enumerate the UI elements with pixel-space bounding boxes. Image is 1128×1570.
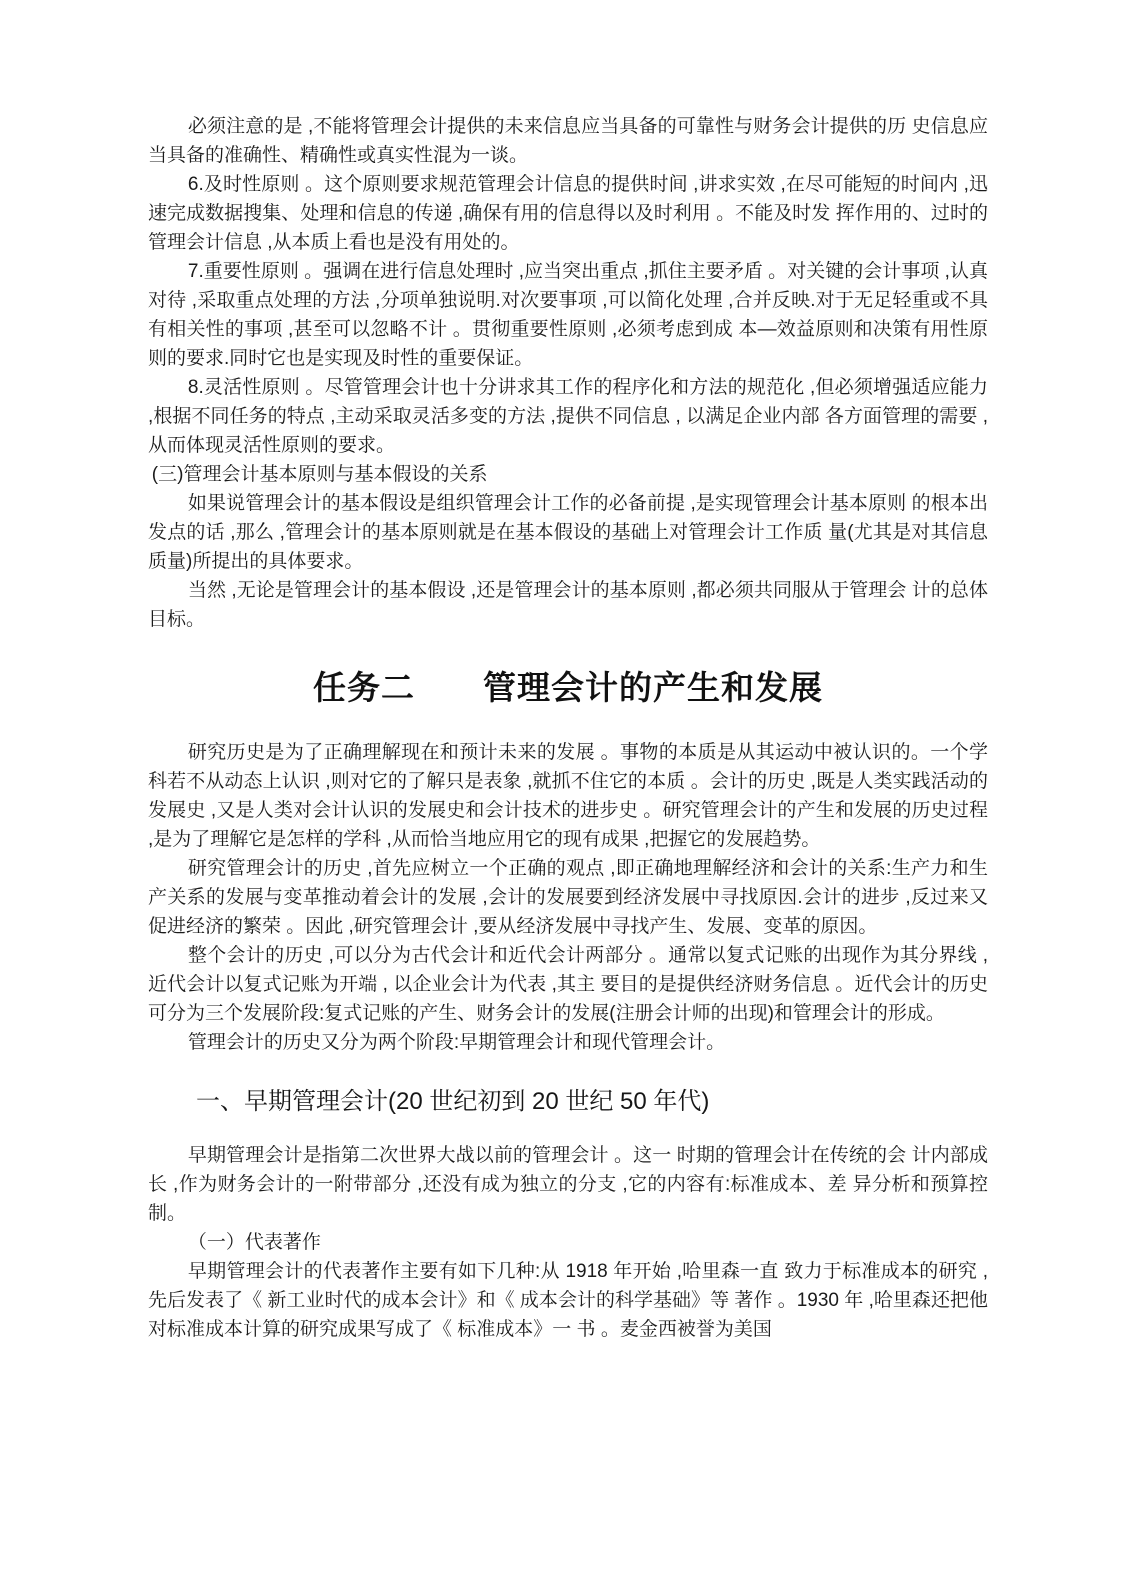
early-management-accounting-title: 一、早期管理会计(20 世纪初到 20 世纪 50 年代) xyxy=(196,1088,710,1115)
paragraph-history-viewpoint: 研究管理会计的历史 ,首先应树立一个正确的观点 ,即正确地理解经济和会计的关系:生产力和生产关系的发展与变革推动着会计的发展 ,会计的发展要到经济发展中寻找原因.会计的进步 ,反过来又促进经济的繁荣 。因此 ,研究管理会计 ,要从经济发展中寻找产生、发展、变革的原因。 xyxy=(148,858,988,937)
paragraph-principle-timeliness: 6.及时性原则 。这个原则要求规范管理会计信息的提供时间 ,讲求实效 ,在尽可能短的时间内 ,迅速完成数据搜集、处理和信息的传递 ,确保有用的信息得以及时利用 。不能及时发 挥作用的、过时的管理会计信息 ,从本质上看也是没有用处的。 xyxy=(148,174,988,253)
paragraph-principle-importance: 7.重要性原则 。强调在进行信息处理时 ,应当突出重点 ,抓住主要矛盾 。对关键的会计事项 ,认真对待 ,采取重点处理的方法 ,分项单独说明.对次要事项 ,可以简化处理 ,合并反映.对于无足轻重或不具有相关性的事项 ,甚至可以忽略不计 。贯彻重要性原则 ,必须考虑到成 本—效益原则和决策有用性原则的要求.同时它也是实现及时性的重要保证。 xyxy=(148,261,988,369)
paragraph-history-stages: 整个会计的历史 ,可以分为古代会计和近代会计两部分 。通常以复式记账的出现作为其分界线 ,近代会计以复式记账为开端 , 以企业会计为代表 ,其主 要目的是提供经济财务信息 。近代会计的历史可分为三个发展阶段:复式记账的产生、财务会计的发展(注册会计师的出现)和管理会计的形成。 xyxy=(148,945,988,1024)
paragraph-history-purpose: 研究历史是为了正确理解现在和预计未来的发展 。事物的本质是从其运动中被认识的。一个学科若不从动态上认识 ,则对它的了解只是表象 ,就抓不住它的本质 。会计的历史 ,既是人类实践活动的发展史 ,又是人类对会计认识的发展史和会计技术的进步史 。研究管理会计的产生和发展的历史过程 ,是为了理解它是怎样的学科 ,从而恰当地应用它的现有成果 ,把握它的发展趋势。 xyxy=(148,742,988,850)
paragraph-early-definition: 早期管理会计是指第二次世界大战以前的管理会计 。这一 时期的管理会计在传统的会 计内部成长 ,作为财务会计的一附带部分 ,还没有成为独立的分支 ,它的内容有:标准成本、差 异分析和预算控制。 xyxy=(148,1145,988,1224)
paragraph-representative-works: 早期管理会计的代表著作主要有如下几种:从 1918 年开始 ,哈里森一直 致力于标准成本的研究 ,先后发表了《 新工业时代的成本会计》和《 成本会计的科学基础》等 著作 。1930 年 ,哈里森还把他对标准成本计算的研究成果写成了《 标准成本》一 书 。麦金西被誉为美国 xyxy=(148,1261,988,1340)
paragraph-two-phases: 管理会计的历史又分为两个阶段:早期管理会计和现代管理会计。 xyxy=(187,1032,726,1053)
paragraph-relation-2: 当然 ,无论是管理会计的基本假设 ,还是管理会计的基本原则 ,都必须共同服从于管理会 计的总体目标。 xyxy=(148,580,988,630)
paragraph-relation-1: 如果说管理会计的基本假设是组织管理会计工作的必备前提 ,是实现管理会计基本原则 的根本出发点的话 ,那么 ,管理会计的基本原则就是在基本假设的基础上对管理会计工作质 量(尤其是对其信息质量)所提出的具体要求。 xyxy=(148,493,988,572)
paragraph-reliability-note: 必须注意的是 ,不能将管理会计提供的未来信息应当具备的可靠性与财务会计提供的历 史信息应当具备的准确性、精确性或真实性混为一谈。 xyxy=(148,116,988,166)
paragraph-principle-flexibility: 8.灵活性原则 。尽管管理会计也十分讲求其工作的程序化和方法的规范化 ,但必须增强适应能力 ,根据不同任务的特点 ,主动采取灵活多变的方法 ,提供不同信息 , 以满足企业内部 各方面管理的需要 ,从而体现灵活性原则的要求。 xyxy=(148,377,988,456)
heading-principles-assumptions-relation: (三)管理会计基本原则与基本假设的关系 xyxy=(151,464,488,485)
task2-section-title: 任务二 管理会计的产生和发展 xyxy=(313,669,823,706)
heading-representative-works: （一）代表著作 xyxy=(187,1232,321,1253)
